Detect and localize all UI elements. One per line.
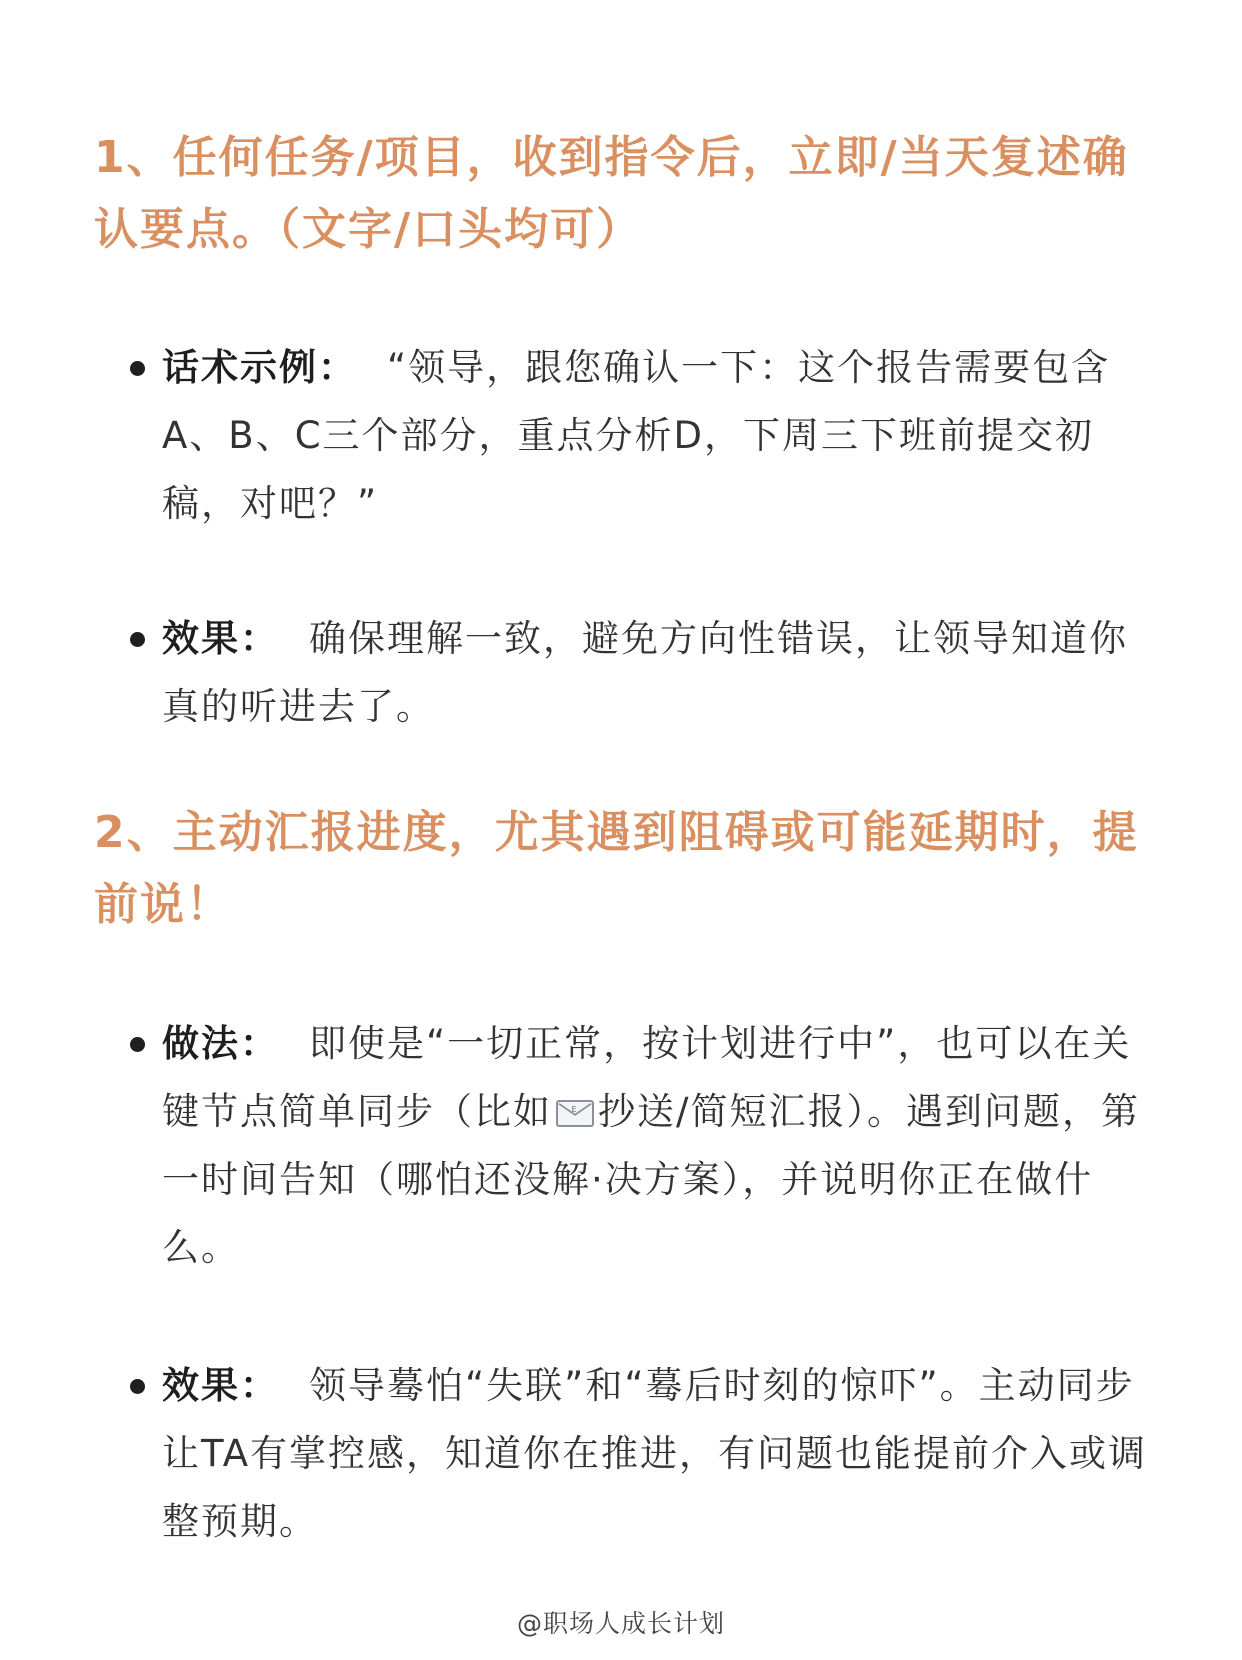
bullet-effect-1: [130, 605, 1150, 741]
bullet-label: 话术示例：: [162, 346, 357, 389]
bullet-text: “领导，跟您确认一下：这个报告需要包含A、B、C三个部分，重点分析D，下周三下班前提交初稿，对吧？”: [162, 346, 1111, 525]
bullet-label: 效果：: [162, 617, 279, 660]
bullet-body: [162, 1352, 1150, 1556]
bullet-effect-2: [130, 1352, 1150, 1556]
bullet-label: 做法：: [162, 1022, 279, 1065]
watermark: @职场人成长计划: [516, 1609, 725, 1638]
svg-text:E: E: [571, 1105, 579, 1115]
bullet-text-before-icon: 即使是“一切正常，按计划进行中”，也可以在关键节点简单同步（比如: [162, 1022, 1132, 1133]
bullet-dot: [130, 1037, 145, 1052]
bullet-script-example: [130, 334, 1150, 538]
section-2-heading: 2、主动汇报进度，尤其遇到阻碍或可能延期时，提前说！: [94, 807, 1139, 930]
bullet-body: [162, 605, 1150, 741]
bullet-dot: [130, 1379, 145, 1394]
bullet-body: [162, 1010, 1150, 1282]
bullet-body: [162, 334, 1150, 538]
envelope-icon: [556, 1100, 594, 1127]
bullet-label: 效果：: [162, 1364, 279, 1407]
bullet-text: 确保理解一致，避免方向性错误，让领导知道你真的听进去了。: [162, 617, 1128, 728]
section-1-heading: 1、任何任务/项目，收到指令后，立即/当天复述确认要点。（文字/口头均可）: [94, 132, 1129, 255]
bullet-text: 领导蓦怕“失联”和“蓦后时刻的惊吓”。主动同步让TA有掌控感，知道你在推进，有问题也能提前介入或调整预期。: [162, 1364, 1148, 1543]
bullet-method: [130, 1010, 1150, 1282]
bullet-dot: [130, 361, 145, 376]
bullet-text-after-icon: 抄送/简短汇报）。遇到问题，第一时间告知（哪怕还没解·决方案），并说明你正在做什么。: [162, 1090, 1140, 1269]
bullet-dot: [130, 632, 145, 647]
